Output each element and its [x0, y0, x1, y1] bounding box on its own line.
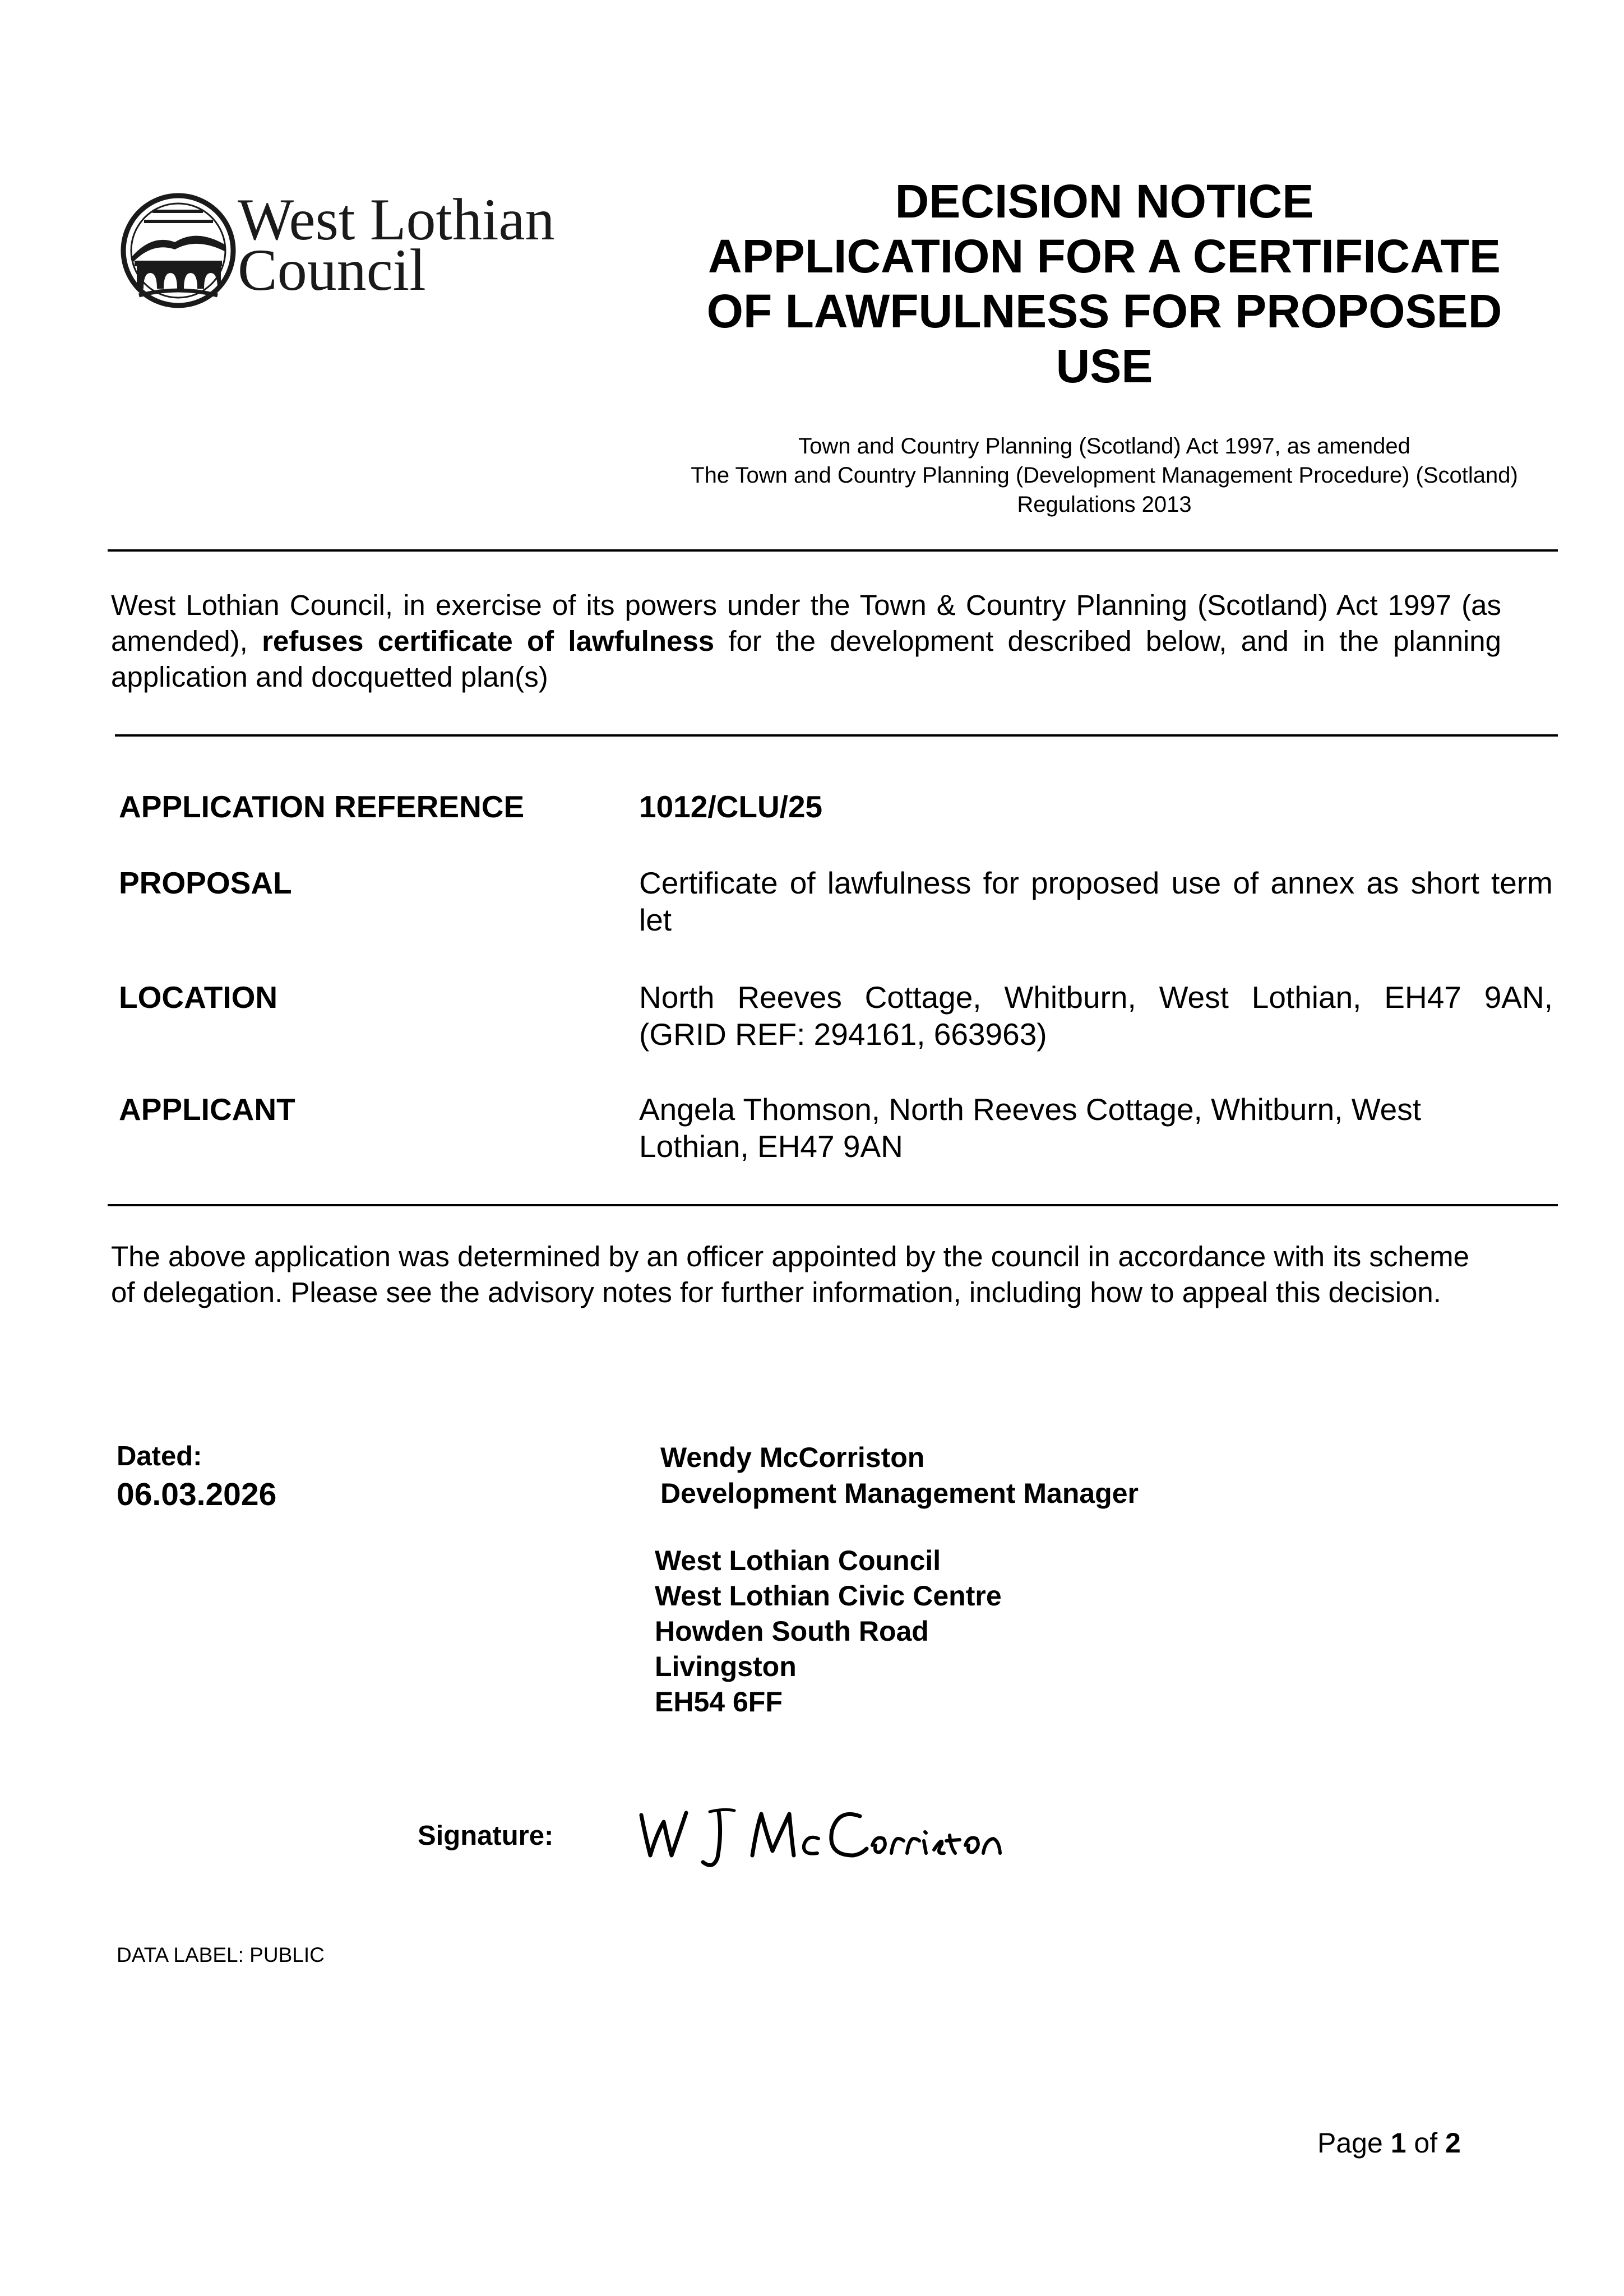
- location-label: LOCATION: [119, 980, 278, 1015]
- delegation-note: The above application was determined by an officer appointed by the council in accordance with its scheme of delegation. Please see the advisory notes for further information, including how to appeal this decision.: [111, 1240, 1469, 1308]
- officer-name: Wendy McCorriston: [660, 1442, 925, 1473]
- title-line: OF LAWFULNESS FOR PROPOSED: [706, 285, 1502, 337]
- officer-block: [660, 1439, 1139, 1511]
- legislation-line: The Town and Country Planning (Development Management Procedure) (Scotland): [691, 463, 1518, 488]
- dated-label: Dated:: [117, 1441, 202, 1471]
- decision-outcome: refuses certificate of lawfulness: [262, 625, 715, 657]
- applicant-label: APPLICANT: [119, 1092, 295, 1127]
- document-title: [633, 174, 1575, 394]
- applicant-value: Angela Thomson, North Reeves Cottage, Whitburn, West Lothian, EH47 9AN: [639, 1092, 1422, 1164]
- reference-value: 1012/CLU/25: [639, 789, 823, 824]
- council-logo: [119, 189, 562, 312]
- officer-title: Development Management Manager: [660, 1478, 1139, 1509]
- proposal-label: PROPOSAL: [119, 865, 292, 900]
- viaduct-emblem-icon: [119, 189, 238, 312]
- divider: [115, 734, 1558, 737]
- logo-wordmark: West Lothian Council: [238, 187, 555, 303]
- legislation-line: Regulations 2013: [1017, 492, 1192, 517]
- address-line: Howden South Road: [655, 1615, 929, 1647]
- divider: [108, 1204, 1558, 1206]
- legislation-references: [633, 432, 1575, 519]
- title-line: DECISION NOTICE: [895, 175, 1314, 228]
- legislation-line: Town and Country Planning (Scotland) Act 1997, as amended: [798, 434, 1410, 459]
- data-classification-label: DATA LABEL: PUBLIC: [117, 1943, 325, 1966]
- location-value: North Reeves Cottage, Whitburn, West Lothian, EH47 9AN, (GRID REF: 294161, 663963): [639, 980, 1553, 1052]
- address-line: West Lothian Civic Centre: [655, 1580, 1002, 1612]
- address-line: Livingston: [655, 1651, 797, 1682]
- title-line: APPLICATION FOR A CERTIFICATE: [708, 230, 1501, 283]
- title-line: USE: [1056, 340, 1153, 392]
- divider: [108, 549, 1558, 552]
- address-line: EH54 6FF: [655, 1686, 783, 1718]
- handwritten-signature: [635, 1799, 1083, 1872]
- decision-statement: West Lothian Council, in exercise of its powers under the Town & Country Planning (Scotland) Act 1997 (as amended), refuses certificate of lawfulness for the development described below, and in the planning application and docquetted plan(s): [111, 589, 1501, 693]
- page-number: Page 1 of 2: [1317, 2127, 1461, 2159]
- council-address: [655, 1543, 1002, 1720]
- reference-label: APPLICATION REFERENCE: [119, 789, 525, 824]
- signature-label: Signature:: [418, 1821, 554, 1851]
- dated-value: 06.03.2026: [117, 1476, 277, 1512]
- proposal-value: Certificate of lawfulness for proposed use of annex as short term let: [639, 865, 1553, 937]
- address-line: West Lothian Council: [655, 1545, 941, 1576]
